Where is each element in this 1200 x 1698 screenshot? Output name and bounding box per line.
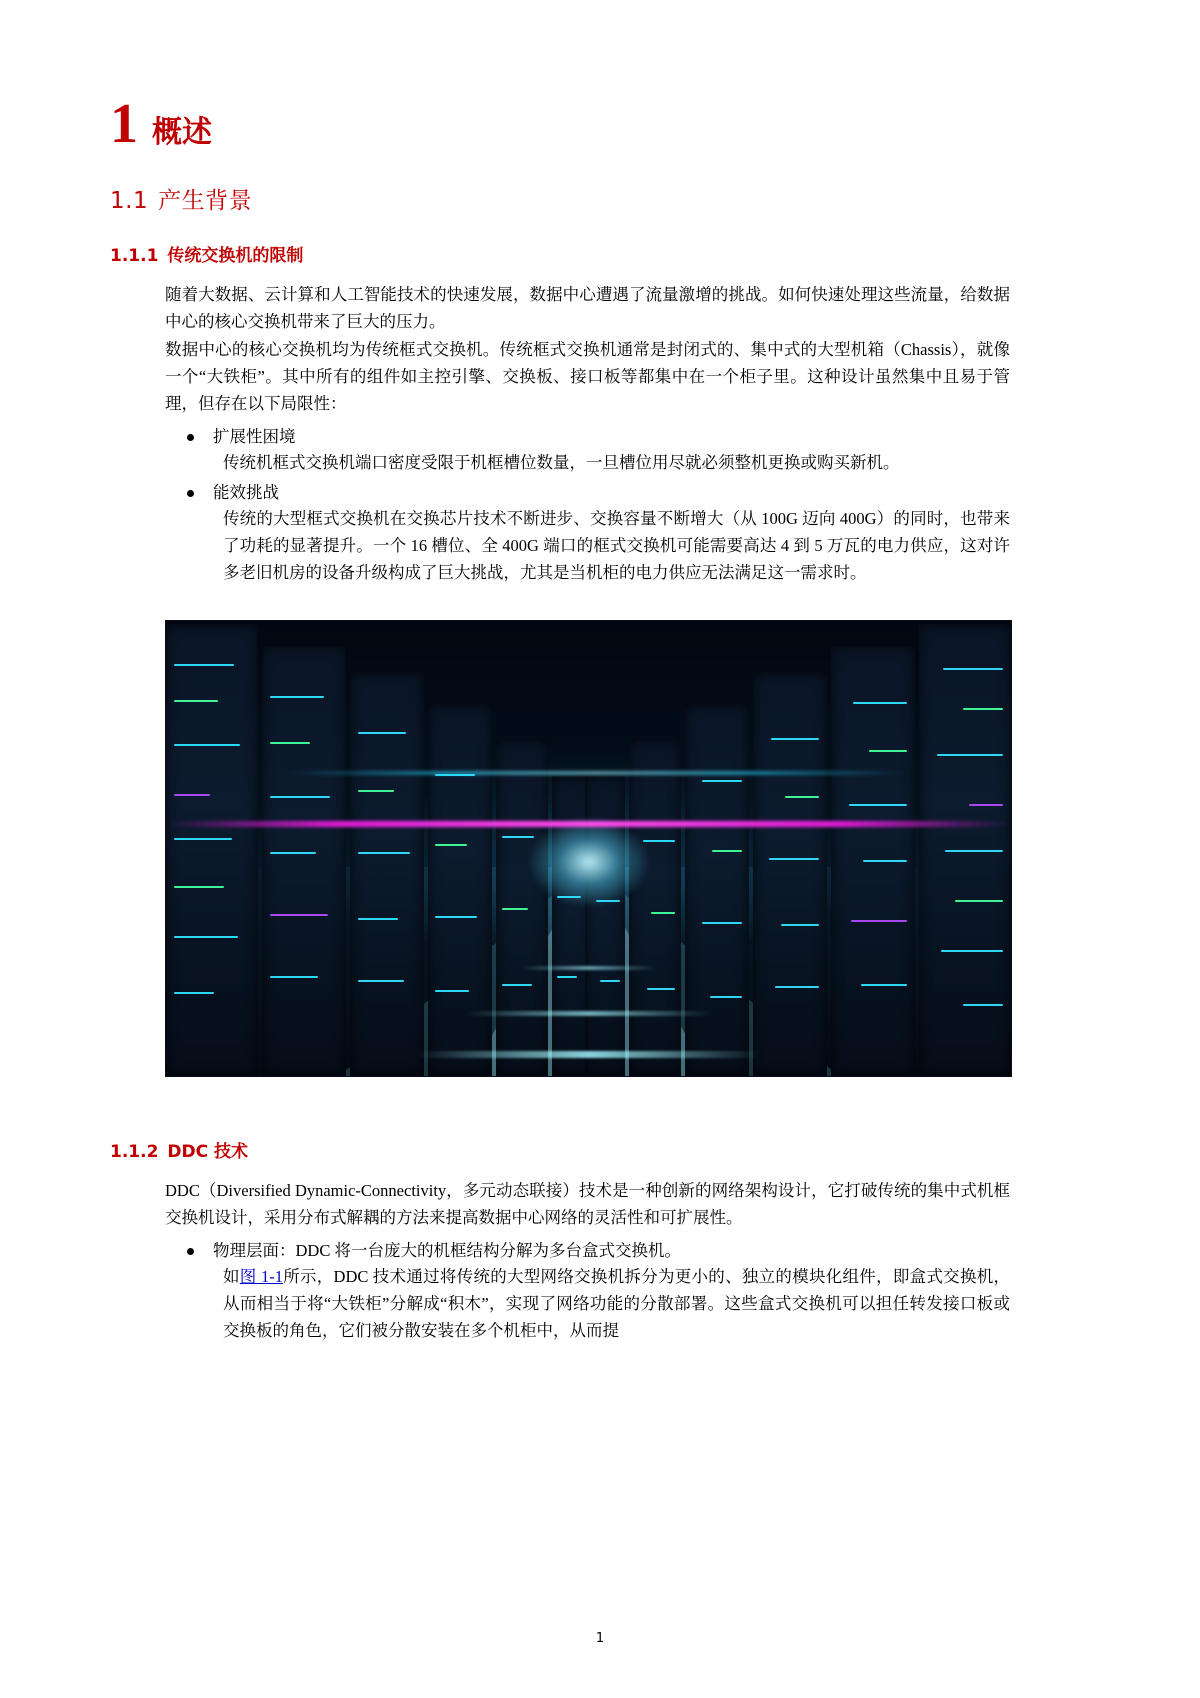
figure-vanishing-point <box>529 817 649 907</box>
chapter-heading <box>110 93 1010 155</box>
subsection-heading-1-1-1 <box>110 241 1010 266</box>
subsection-1-1-2-body <box>165 1178 1010 1344</box>
list-item-title: 扩展性困境 <box>213 426 296 446</box>
xref-prefix: 如 <box>223 1267 240 1287</box>
list-item-title: 物理层面：DDC 将一台庞大的机框结构分解为多台盒式交换机。 <box>213 1240 681 1260</box>
server-rack <box>428 704 492 1076</box>
figure-light-beam <box>286 771 906 775</box>
list-item-body: 传统的大型框式交换机在交换芯片技术不断进步、交换容量不断增大（从 100G 迈向 400G）的同时，也带来了功耗的显著提升。一个 16 槽位、全 400G 端口的框式交换机可能需要高达 4 到 5 万瓦的电力供应，这对许多老旧机房的设备升级构成了巨大挑战，尤其是当机柜的电力供应无法满足这一需求时。 <box>223 509 1010 582</box>
subsection-number-1-1-1: 1.1.1 <box>110 246 159 266</box>
subsection-title-1-1-1: 传统交换机的限制 <box>167 246 304 266</box>
list-item-body <box>213 1264 1010 1344</box>
server-rack <box>753 672 827 1076</box>
list-item <box>165 424 1010 477</box>
server-rack <box>262 646 346 1076</box>
page-number: 1 <box>595 1631 605 1646</box>
section-title-1-1: 产生背景 <box>158 188 253 214</box>
figure-floor-glow <box>521 966 656 970</box>
chapter-number: 1 <box>110 93 138 155</box>
paragraph: DDC（Diversified Dynamic-Connectivity，多元动态联接）技术是一种创新的网络架构设计，它打破传统的集中式机框交换机设计，采用分布式解耦的方法来提高数据中心网络的灵活性和可扩展性。 <box>165 1181 1010 1227</box>
server-rack <box>166 624 258 1076</box>
figure-image <box>165 620 1012 1077</box>
server-rack <box>496 740 548 1076</box>
subsection-1-1-1-body <box>165 282 1010 586</box>
paragraph: 数据中心的核心交换机均为传统框式交换机。传统框式交换机通常是封闭式的、集中式的大型机箱（Chassis），就像一个“大铁柜”。其中所有的组件如主控引擎、交换板、接口板等都集中在一个柜子里。这种设计虽然集中且易于管理，但存在以下局限性： <box>165 340 1010 413</box>
list-item <box>165 480 1010 587</box>
server-rack <box>629 740 681 1076</box>
bullet-list-1-1-1 <box>165 424 1010 587</box>
figure-cross-reference-link[interactable]: 图 1-1 <box>239 1267 283 1287</box>
subsection-heading-1-1-2 <box>110 1137 1010 1162</box>
list-item <box>165 1238 1010 1345</box>
page-content <box>110 93 1010 1347</box>
figure-floor-glow <box>416 1051 761 1058</box>
section-number-1-1: 1.1 <box>110 188 149 214</box>
list-item-title: 能效挑战 <box>213 482 279 502</box>
bullet-list-1-1-2 <box>165 1238 1010 1345</box>
figure-datacenter <box>165 620 1010 1077</box>
server-rack <box>831 646 915 1076</box>
server-rack <box>685 704 749 1076</box>
server-rack <box>350 672 424 1076</box>
list-item-body: 传统机框式交换机端口密度受限于机框槽位数量，一旦槽位用尽就必须整机更换或购买新机。 <box>223 452 900 472</box>
server-rack <box>919 624 1011 1076</box>
subsection-title-1-1-2: DDC 技术 <box>167 1142 249 1163</box>
figure-light-beam <box>166 821 1011 827</box>
subsection-number-1-1-2: 1.1.2 <box>110 1142 159 1163</box>
list-item-body-text: 所示，DDC 技术通过将传统的大型网络交换机拆分为更小的、独立的模块化组件，即盒式交换机，从而相当于将“大铁柜”分解成“积木”，实现了网络功能的分散部署。这些盒式交换机可以担任转发接口板或交换板的角色，它们被分散安装在多个机柜中，从而提 <box>223 1267 1010 1340</box>
paragraph: 随着大数据、云计算和人工智能技术的快速发展，数据中心遭遇了流量激增的挑战。如何快速处理这些流量，给数据中心的核心交换机带来了巨大的压力。 <box>165 285 1010 331</box>
chapter-title: 概述 <box>152 115 212 150</box>
section-heading-1-1 <box>110 182 1010 215</box>
figure-floor-glow <box>466 1011 711 1016</box>
